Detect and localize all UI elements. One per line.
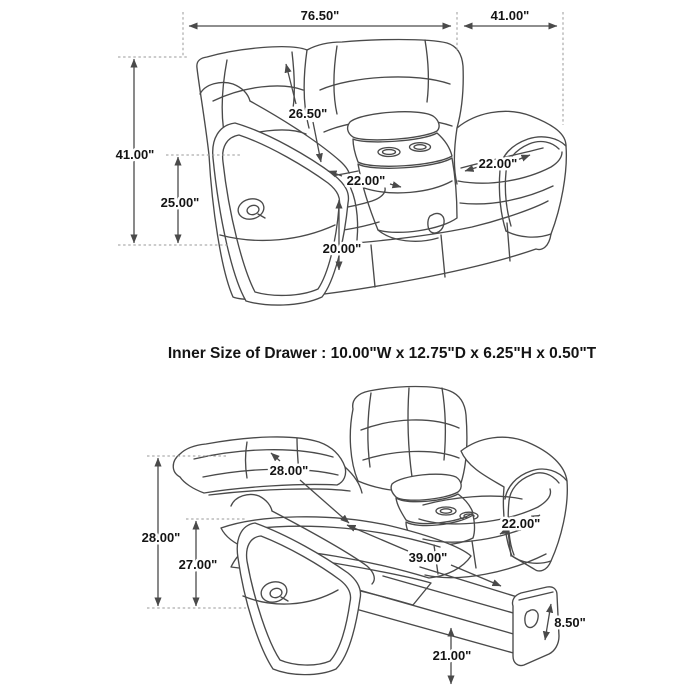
footrest-plate [512, 587, 559, 666]
dim-reclined-arm-height-label: 27.00" [178, 557, 218, 572]
dim-reclined-extension-label: 39.00" [408, 550, 448, 565]
reclined-backrest [173, 437, 362, 493]
dim-footrest-plate-height-label: 8.50" [554, 615, 586, 630]
dim-seat-back-height-label: 26.50" [288, 106, 328, 121]
dim-footrest-floor-clearance-label: 21.00" [432, 648, 472, 663]
dim-arm-height-label: 25.00" [160, 195, 200, 210]
dim-overall-depth [464, 8, 563, 125]
drawer-size-note: Inner Size of Drawer : 10.00"W x 12.75"D x 6.25"H x 0.50"T [167, 345, 597, 362]
dim-seat-width-label: 22.00" [501, 516, 541, 531]
dim-seat-back-length-label: 28.00" [269, 463, 309, 478]
dim-overall-height-label: 41.00" [115, 147, 155, 162]
right-arm [461, 437, 567, 571]
dim-overall-width-label: 76.50" [300, 8, 340, 23]
dim-left-seat-width-label: 22.00" [346, 173, 386, 188]
dim-seat-height-label: 20.00" [322, 241, 362, 256]
dim-overall-depth-label: 41.00" [490, 8, 530, 23]
dim-right-seat-width-label: 22.00" [478, 156, 518, 171]
dim-reclined-height-label: 28.00" [141, 530, 181, 545]
